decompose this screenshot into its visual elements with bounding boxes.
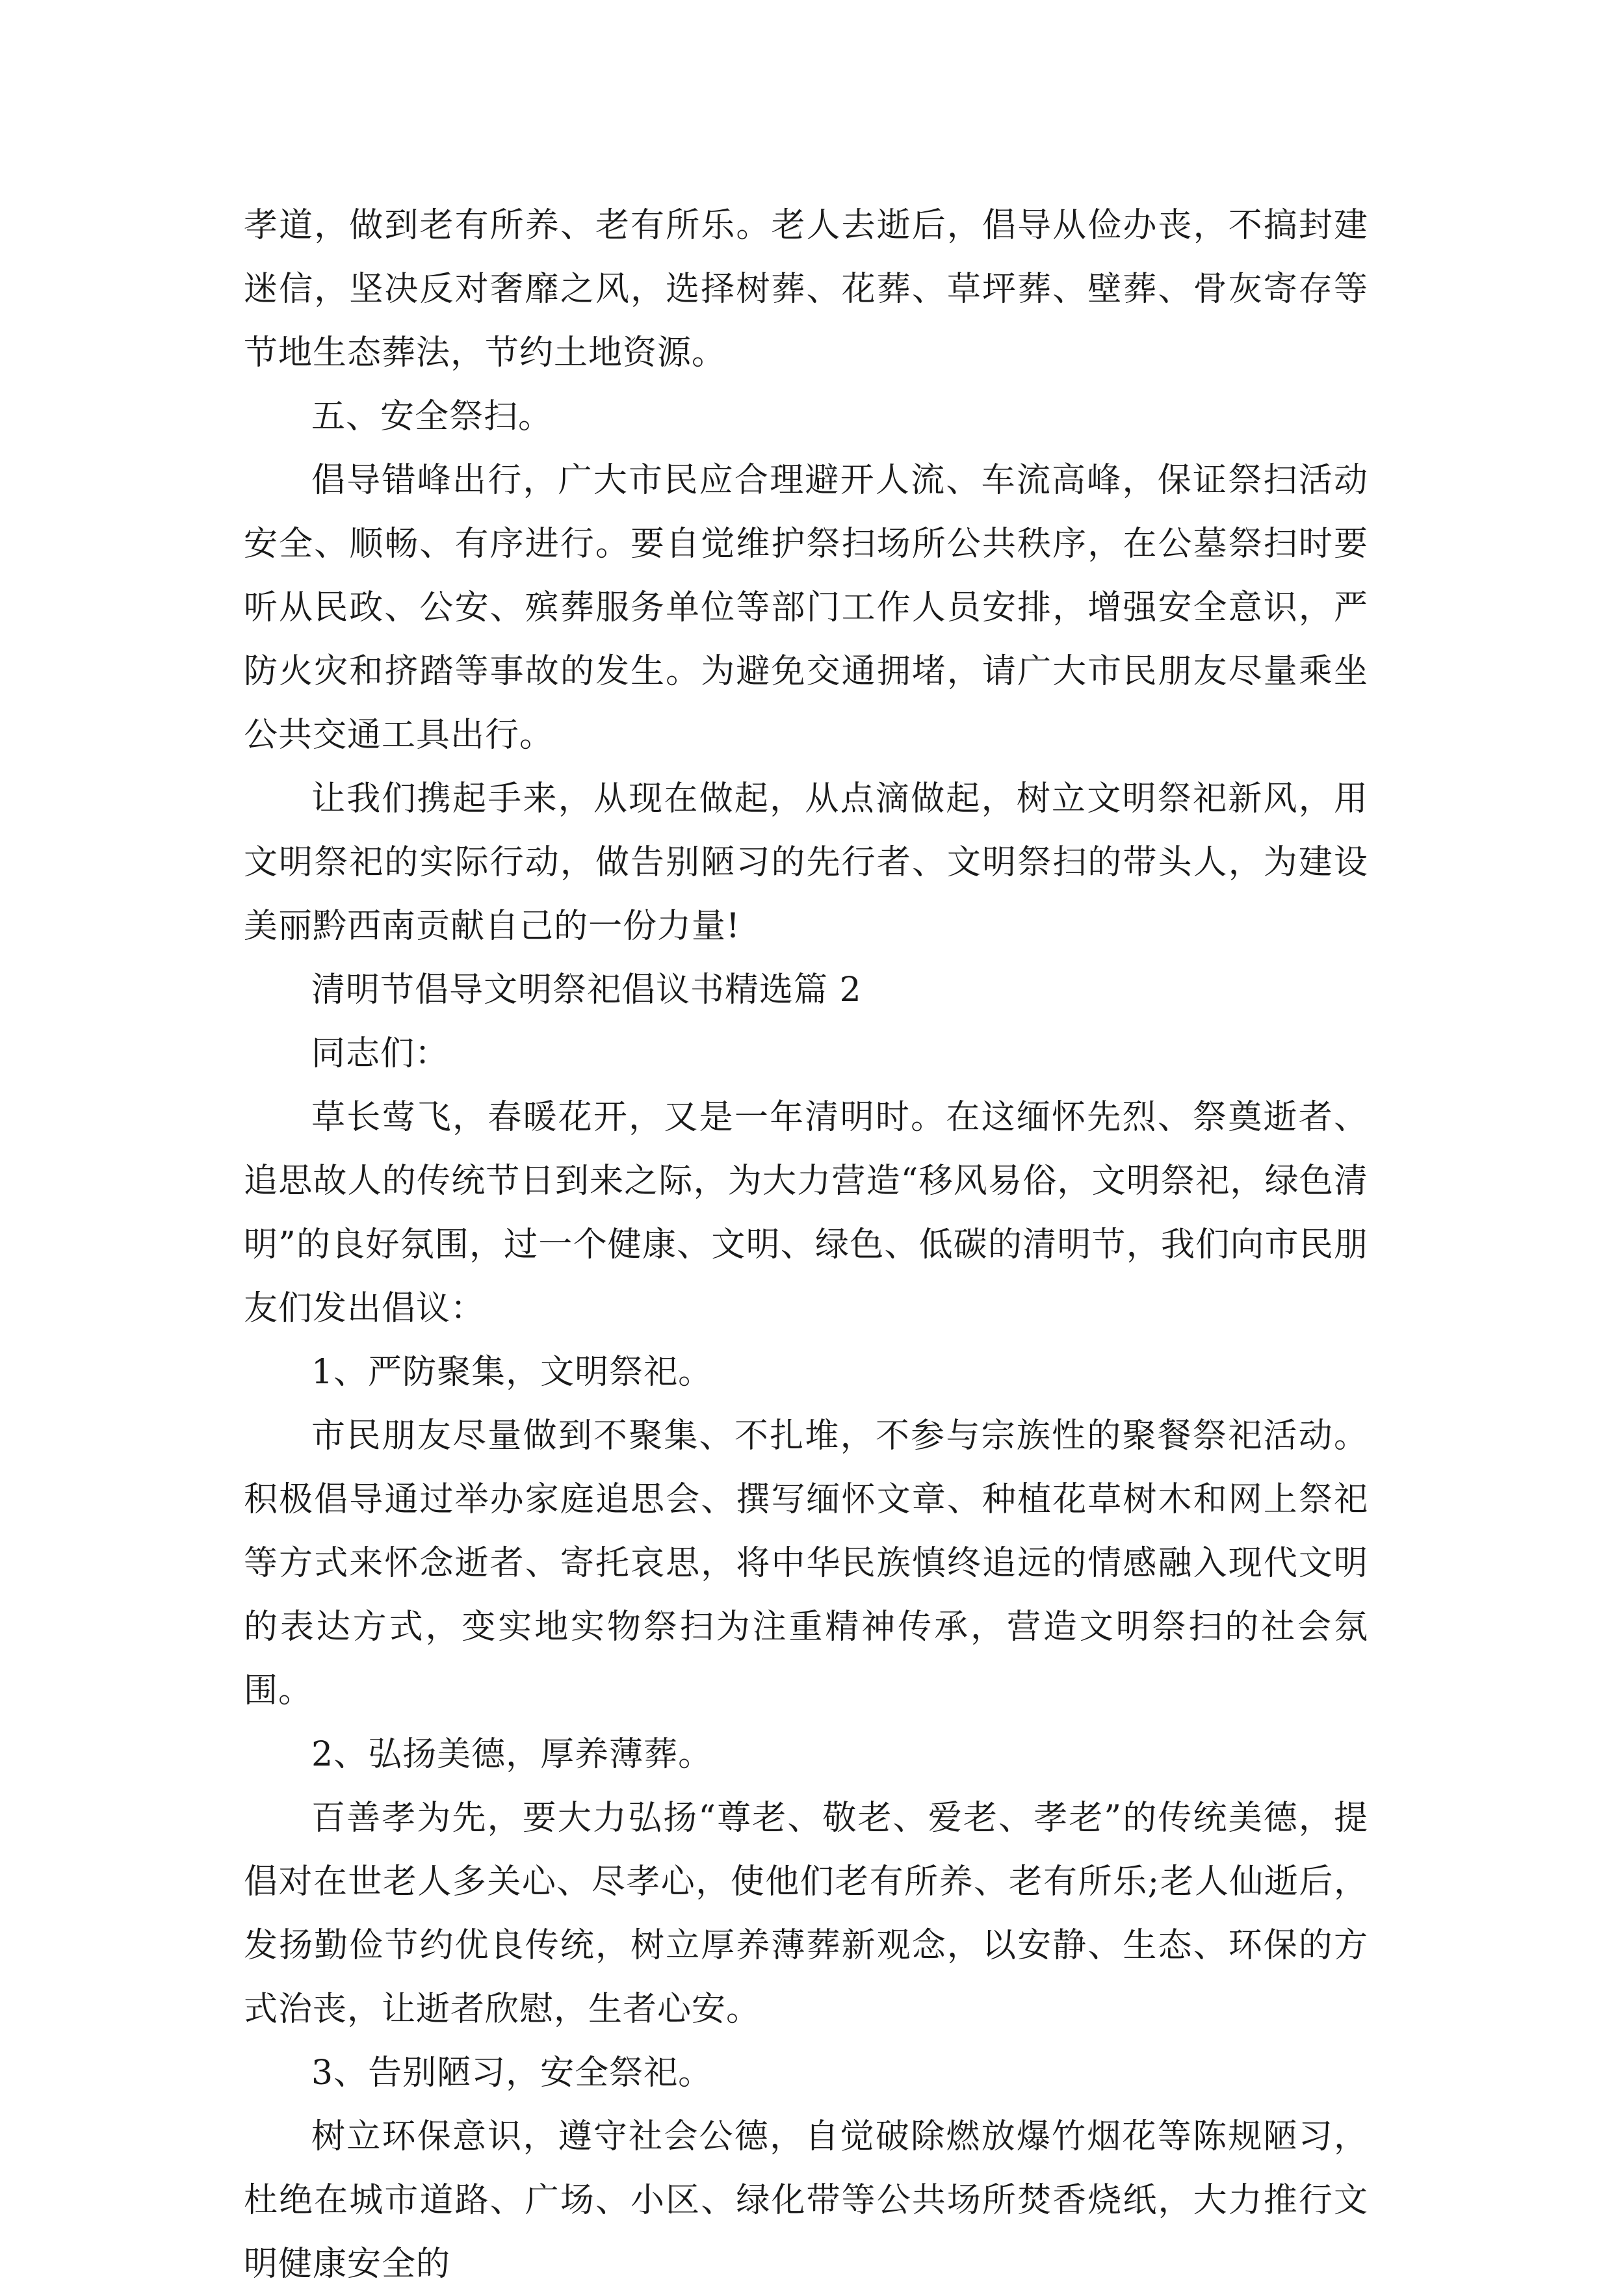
document-page (244, 194, 1368, 2296)
article-title: 清明节倡导文明祭祀倡议书精选篇 2 (311, 971, 862, 1010)
section-heading-1: 1、严防聚集，文明祭祀。 (311, 1353, 713, 1392)
section-heading-safety: 五、安全祭扫。 (311, 397, 553, 436)
paragraph-intro: 草长莺飞，春暖花开，又是一年清明时。在这缅怀先烈、祭奠逝者、追思故人的传统节日到来之际，为大力营造“移风易俗，文明祭祀，绿色清明”的良好氛围，过一个健康、文明、绿色、低碳的清明节，我们向市民朋友们发出倡议： (244, 1098, 1368, 1328)
paragraph-closing: 让我们携起手来，从现在做起，从点滴做起，树立文明祭祀新风，用文明祭祀的实际行动，做告别陋习的先行者、文明祭扫的带头人，为建设美丽黔西南贡献自己的一份力量! (244, 779, 1368, 946)
section-heading-2: 2、弘扬美德，厚养薄葬。 (311, 1735, 713, 1774)
paragraph-continuation: 孝道，做到老有所养、老有所乐。老人去逝后，倡导从俭办丧，不搞封建迷信，坚决反对奢靡之风，选择树葬、花葬、草坪葬、壁葬、骨灰寄存等节地生态葬法，节约土地资源。 (244, 206, 1368, 372)
salutation: 同志们： (311, 1034, 450, 1073)
section-heading-3: 3、告别陋习，安全祭祀。 (311, 2054, 713, 2093)
paragraph-3: 树立环保意识，遵守社会公德，自觉破除燃放爆竹烟花等陈规陋习，杜绝在城市道路、广场、小区、绿化带等公共场所焚香烧纸，大力推行文明健康安全的 (244, 2117, 1368, 2284)
paragraph-safety: 倡导错峰出行，广大市民应合理避开人流、车流高峰，保证祭扫活动安全、顺畅、有序进行。要自觉维护祭扫场所公共秩序，在公墓祭扫时要听从民政、公安、殡葬服务单位等部门工作人员安排，增强安全意识，严防火灾和挤踏等事故的发生。为避免交通拥堵，请广大市民朋友尽量乘坐公共交通工具出行。 (244, 461, 1368, 755)
paragraph-2: 百善孝为先，要大力弘扬“尊老、敬老、爱老、孝老”的传统美德，提倡对在世老人多关心、尽孝心，使他们老有所养、老有所乐;老人仙逝后，发扬勤俭节约优良传统，树立厚养薄葬新观念，以安静、生态、环保的方式治丧，让逝者欣慰，生者心安。 (244, 1799, 1368, 2029)
paragraph-1: 市民朋友尽量做到不聚集、不扎堆，不参与宗族性的聚餐祭祀活动。积极倡导通过举办家庭追思会、撰写缅怀文章、种植花草树木和网上祭祀等方式来怀念逝者、寄托哀思，将中华民族慎终追远的情感融入现代文明的表达方式，变实地实物祭扫为注重精神传承，营造文明祭扫的社会氛围。 (244, 1416, 1368, 1710)
